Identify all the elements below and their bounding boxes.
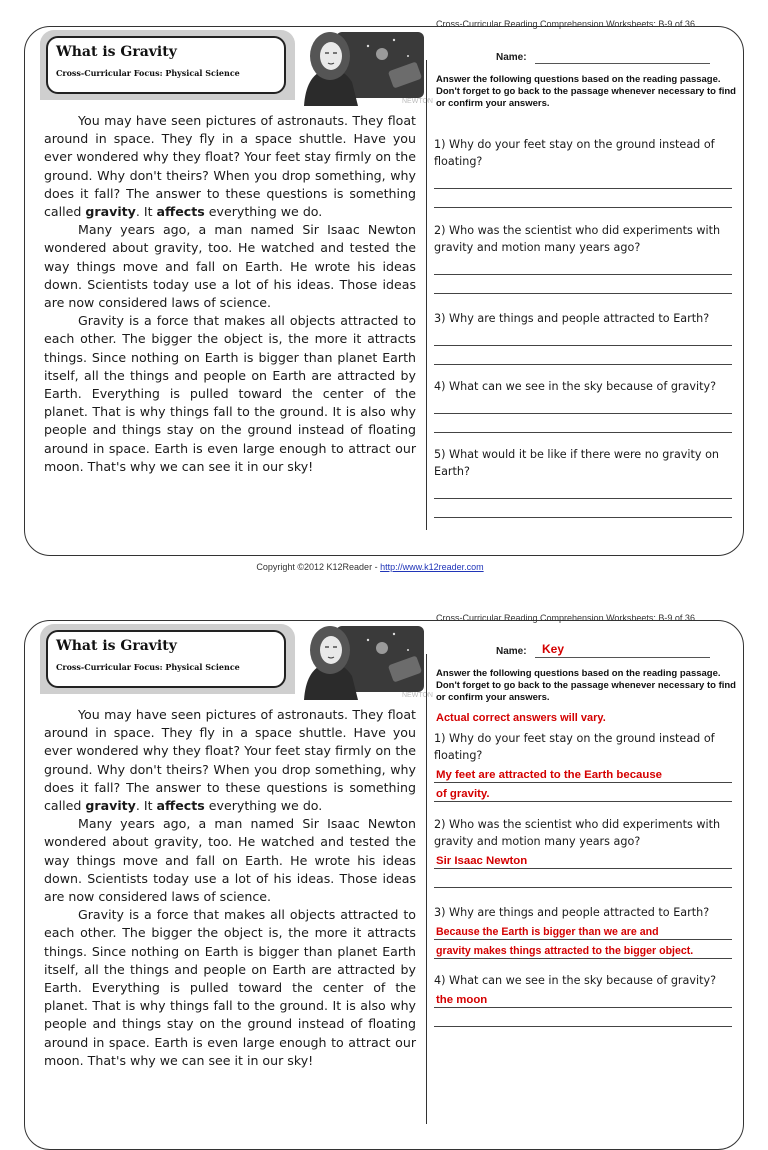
answer-line[interactable] (434, 850, 732, 869)
worksheet-subtitle: Cross-Curricular Focus: Physical Science (56, 662, 240, 672)
passage-paragraph: You may have seen pictures of astronauts. They float around in space. They fly in a space shuttle. Have you ever wondered why they float? Your feet stay firmly on the ground. Why don't theirs? When you drop something, why does it fall? The answer to these questions is something called gravity. It affects everything we do. (44, 113, 416, 220)
worksheet-subtitle: Cross-Curricular Focus: Physical Science (56, 68, 240, 78)
answer-line[interactable] (434, 764, 732, 783)
worksheet-header: Cross-Curricular Reading Comprehension Worksheets: B-9 of 36 (436, 613, 695, 623)
reading-passage (44, 112, 416, 476)
question-text: 2) Who was the scientist who did experiments with gravity and motion many years ago? (434, 818, 721, 848)
question-text: 1) Why do your feet stay on the ground instead of floating? (434, 732, 715, 762)
name-field[interactable] (535, 63, 710, 64)
question-text: 1) Why do your feet stay on the ground instead of floating? (434, 138, 715, 168)
newton-portrait-image (298, 620, 433, 700)
answer-line[interactable] (434, 189, 732, 208)
answer-line[interactable] (434, 170, 732, 189)
answer-key-note: Actual correct answers will vary. (436, 712, 606, 724)
answer-text: Because the Earth is bigger than we are and (436, 926, 659, 938)
question-5 (434, 446, 734, 518)
answer-line[interactable] (434, 275, 732, 294)
question-2 (434, 816, 734, 888)
question-1 (434, 730, 734, 802)
question-text: 4) What can we see in the sky because of gravity? (434, 974, 717, 987)
answer-text: the moon (436, 994, 488, 1006)
title-box (46, 630, 286, 688)
bold-term: gravity (85, 204, 136, 220)
passage-paragraph: You may have seen pictures of astronauts. They float around in space. They fly in a space shuttle. Have you ever wondered why they float? Your feet stay firmly on the ground. Why don't theirs? When you drop something, why does it fall? The answer to these questions is something called gravity. It affects everything we do. (44, 707, 416, 814)
column-divider (426, 654, 427, 1124)
answer-line[interactable] (434, 256, 732, 275)
question-2 (434, 222, 734, 294)
passage-paragraph: Gravity is a force that makes all objects attracted to each other. The bigger the object is, the more it attracts things. Since nothing on Earth is bigger than planet Earth itself, all the things and people on Earth are attracted by Earth. Everything is pulled toward the center of the planet. That is why things fall to the ground. It is also why people and things stay on the ground instead of floating around in space. Earth is even large enough to attract our moon. That's why we can see it in our sky! (44, 907, 416, 1068)
question-text: 5) What would it be like if there were no gravity on Earth? (434, 448, 720, 478)
answer-line[interactable] (434, 499, 732, 518)
k12reader-link[interactable]: http://www.k12reader.com (380, 562, 484, 572)
portrait-caption: NEWTON (402, 692, 433, 699)
worksheet-title: What is Gravity (56, 44, 177, 60)
answer-line[interactable] (434, 783, 732, 802)
passage-paragraph: Gravity is a force that makes all objects attracted to each other. The bigger the object is, the more it attracts things. Since nothing on Earth is bigger than planet Earth itself, all the things and people on Earth are attracted by Earth. Everything is pulled toward the center of the planet. That is why things fall to the ground. It is also why people and things stay on the ground instead of floating around in space. Earth is even large enough to attract our moon. That's why we can see it in our sky! (44, 313, 416, 474)
question-4 (434, 378, 734, 433)
passage-paragraph: Many years ago, a man named Sir Isaac Newton wondered about gravity, too. He watched and tested the way things move and fall on Earth. He wrote his ideas down. Scientists today use a lot of his ideas. Those ideas are now considered laws of science. (44, 816, 416, 905)
answer-text: Sir Isaac Newton (436, 855, 528, 867)
answer-line[interactable] (434, 940, 732, 959)
answer-line[interactable] (434, 921, 732, 940)
question-1 (434, 136, 734, 208)
name-label: Name: (496, 52, 527, 63)
bold-term: affects (156, 204, 205, 220)
question-4 (434, 972, 734, 1027)
answer-line[interactable] (434, 869, 732, 888)
answer-line[interactable] (434, 395, 732, 414)
question-text: 2) Who was the scientist who did experiments with gravity and motion many years ago? (434, 224, 721, 254)
question-text: 3) Why are things and people attracted to Earth? (434, 906, 710, 919)
worksheet-title: What is Gravity (56, 638, 177, 654)
answer-line[interactable] (434, 1008, 732, 1027)
answer-line[interactable] (434, 989, 732, 1008)
reading-passage (44, 706, 416, 1070)
name-label: Name: (496, 646, 527, 657)
answer-line[interactable] (434, 327, 732, 346)
passage-paragraph: Many years ago, a man named Sir Isaac Newton wondered about gravity, too. He watched and tested the way things move and fall on Earth. He wrote his ideas down. Scientists today use a lot of his ideas. Those ideas are now considered laws of science. (44, 222, 416, 311)
portrait-caption: NEWTON (402, 98, 433, 105)
question-3 (434, 904, 734, 959)
answer-key-page (0, 594, 768, 1068)
question-text: 3) Why are things and people attracted to Earth? (434, 312, 710, 325)
question-text: 4) What can we see in the sky because of gravity? (434, 380, 717, 393)
column-divider (426, 60, 427, 530)
answer-line[interactable] (434, 346, 732, 365)
bold-term: gravity (85, 798, 136, 814)
instructions-text: Answer the following questions based on the reading passage. Don't forget to go back to the passage whenever necessary to find or confirm your answers. (436, 668, 736, 703)
worksheet-header: Cross-Curricular Reading Comprehension Worksheets: B-9 of 36 (436, 19, 695, 29)
name-value: Key (542, 642, 565, 656)
instructions-text: Answer the following questions based on the reading passage. Don't forget to go back to the passage whenever necessary to find or confirm your answers. (436, 74, 736, 109)
answer-text: gravity makes things attracted to the bigger object. (436, 945, 694, 957)
question-3 (434, 310, 734, 365)
answer-line[interactable] (434, 414, 732, 433)
newton-portrait-image (298, 26, 433, 106)
bold-term: affects (156, 798, 205, 814)
answer-text: My feet are attracted to the Earth because (436, 769, 662, 781)
copyright-footer: Copyright ©2012 K12Reader - http://www.k12reader.com (256, 562, 484, 572)
name-field[interactable] (535, 657, 710, 658)
answer-text: of gravity. (436, 788, 490, 800)
answer-line[interactable] (434, 480, 732, 499)
title-box (46, 36, 286, 94)
